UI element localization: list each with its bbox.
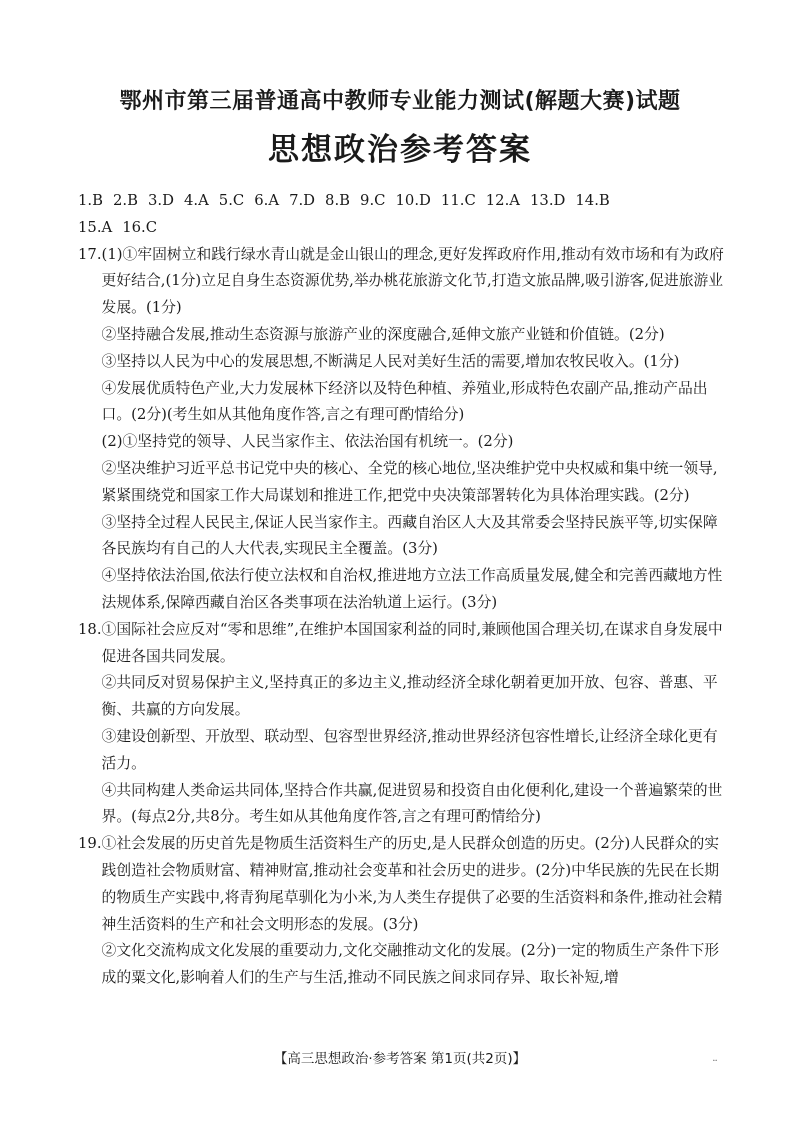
question-18 (78, 617, 730, 831)
answer-paragraph: ④共同构建人类命运共同体,坚持合作共赢,促进贸易和投资自由化便利化,建设一个普遍繁荣的世界。(每点2分,共8分。考生如从其他角度作答,言之有理可酌情给分) (101, 781, 723, 826)
choice-answer: 11.C (440, 192, 476, 209)
corner-mark: ¨ (712, 1058, 718, 1072)
question-number: 19. (78, 835, 102, 853)
question-19 (78, 831, 730, 992)
choice-answer: 2.B (113, 192, 138, 209)
answer-paragraph: ②坚持融合发展,推动生态资源与旅游产业的深度融合,延伸文旅产业链和价值链。(2分) (101, 325, 665, 343)
answer-paragraph: (1)①牢固树立和践行绿水青山就是金山银山的理念,更好发挥政府作用,推动有效市场和有为政府更好结合,(1分)立足自身生态资源优势,举办桃花旅游文化节,打造文旅品牌,吸引游客,促进旅游业发展。(1分) (101, 245, 724, 317)
choice-answer: 14.B (575, 192, 610, 209)
answer-paragraph: ②坚决维护习近平总书记党中央的核心、全党的核心地位,坚决维护党中央权威和集中统一领导,紧紧围绕党和国家工作大局谋划和推进工作,把党中央决策部署转化为具体治理实践。(2分) (101, 459, 718, 504)
answer-paragraph: ④坚持依法治国,依法行使立法权和自治权,推进地方立法工作高质量发展,健全和完善西藏地方性法规体系,保障西藏自治区各类事项在法治轨道上运行。(3分) (101, 567, 723, 611)
exam-title: 鄂州市第三届普通高中教师专业能力测试(解题大赛)试题 (119, 89, 681, 114)
choice-answer: 8.B (325, 192, 351, 209)
answer-paragraph: (2)①坚持党的领导、人民当家作主、依法治国有机统一。(2分) (101, 433, 514, 451)
choice-answer: 7.D (289, 192, 316, 209)
answer-paragraph: ②文化交流构成文化发展的重要动力,文化交融推动文化的发展。(2分)一定的物质生产条件下形成的粟文化,影响着人们的生产与生活,推动不同民族之间求同存异、取长补短,增 (101, 942, 720, 987)
choice-answer: 1.B (78, 192, 103, 209)
choice-answers-row-1 (78, 188, 730, 215)
choice-answer: 9.C (360, 192, 386, 209)
answer-body (78, 188, 730, 992)
answer-paragraph: ②共同反对贸易保护主义,坚持真正的多边主义,推动经济全球化朝着更加开放、包容、普惠、平衡、共赢的方向发展。 (101, 674, 718, 719)
answer-paragraph: ③坚持以人民为中心的发展思想,不断满足人民对美好生活的需要,增加农牧民收入。(1分) (101, 352, 680, 370)
question-19-answer (102, 831, 730, 992)
question-number: 18. (78, 620, 102, 638)
question-17-answer (102, 242, 730, 617)
question-18-answer (102, 617, 730, 831)
choice-answer: 12.A (485, 192, 520, 209)
question-number: 17. (78, 245, 102, 263)
page-title: 思想政治参考答案 (268, 132, 532, 168)
choice-answer: 4.A (183, 192, 209, 209)
choice-answer: 10.D (395, 192, 431, 209)
choice-answer: 3.D (148, 192, 174, 209)
question-17 (78, 242, 730, 617)
answer-paragraph: ③建设创新型、开放型、联动型、包容型世界经济,推动世界经济包容性增长,让经济全球化更有活力。 (101, 727, 718, 772)
answer-paragraph: ①国际社会应反对“零和思维”,在维护本国国家利益的同时,兼顾他国合理关切,在谋求自身发展中促进各国共同发展。 (101, 620, 723, 665)
answer-paragraph: ①社会发展的历史首先是物质生活资料生产的历史,是人民群众创造的历史。(2分)人民群众的实践创造社会物质财富、精神财富,推动社会变革和社会历史的进步。(2分)中华民族的先民在长期的物质生产实践中,将青狗尾草驯化为小米,为人类生存提供了必要的生活资料和条件,推动社会精神生活资料的生产和社会文明形态的发展。(3分) (101, 835, 723, 933)
answer-paragraph: ③坚持全过程人民民主,保证人民当家作主。西藏自治区人大及其常委会坚持民族平等,切实保障各民族均有自己的人大代表,实现民主全覆盖。(3分) (101, 513, 718, 558)
choice-answer: 15.A (78, 218, 113, 236)
answer-paragraph: ④发展优质特色产业,大力发展林下经济以及特色种植、养殖业,形成特色农副产品,推动产品出口。(2分)(考生如从其他角度作答,言之有理可酌情给分) (101, 379, 708, 424)
page-footer: 【高三思想政治·参考答案 第1页(共2页)】 (273, 1051, 527, 1067)
choice-answers-row-2 (78, 215, 730, 242)
choice-answer: 13.D (529, 192, 566, 209)
choice-answer: 6.A (254, 192, 280, 209)
choice-answer: 5.C (218, 192, 245, 209)
choice-answer: 16.C (122, 218, 158, 236)
